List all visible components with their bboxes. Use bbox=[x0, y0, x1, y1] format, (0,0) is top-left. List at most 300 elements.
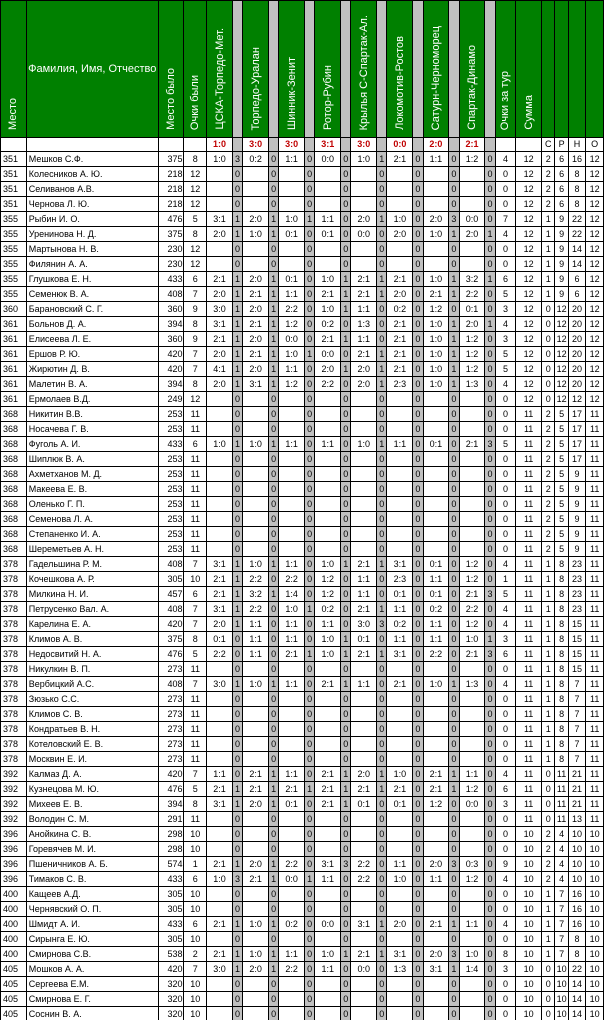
cell-forecast: 2:1 bbox=[387, 362, 413, 377]
cell-sum: 10 bbox=[516, 857, 542, 872]
cell-stat: 11 bbox=[555, 767, 568, 782]
cell-stat: 11 bbox=[586, 752, 604, 767]
cell-forecast: 2:1 bbox=[207, 332, 233, 347]
cell-stat: 8 bbox=[568, 197, 586, 212]
cell-forecast bbox=[279, 842, 305, 857]
cell-forecast bbox=[207, 992, 233, 1007]
cell-forecast: 2:1 bbox=[459, 587, 485, 602]
cell-forecast: 1:2 bbox=[459, 617, 485, 632]
cell-tour-points: 5 bbox=[495, 347, 516, 362]
cell-sum: 11 bbox=[516, 407, 542, 422]
cell-forecast-points: 0 bbox=[341, 572, 351, 587]
cell-forecast bbox=[243, 692, 269, 707]
cell-forecast-points: 1 bbox=[268, 437, 278, 452]
header-match-1: ЦСКА-Торпедо-Мет. bbox=[207, 1, 233, 138]
cell-stat: 9 bbox=[555, 242, 568, 257]
cell-stat: 11 bbox=[586, 452, 604, 467]
cell-forecast-points: 0 bbox=[305, 497, 315, 512]
cell-name: Шереметьев А. Н. bbox=[26, 542, 158, 557]
cell-stat: 10 bbox=[586, 992, 604, 1007]
cell-forecast: 1:0 bbox=[315, 647, 341, 662]
cell-tour-points: 6 bbox=[495, 782, 516, 797]
cell-forecast: 0:1 bbox=[351, 797, 377, 812]
cell-place: 368 bbox=[1, 542, 27, 557]
cell-forecast bbox=[459, 842, 485, 857]
cell-forecast-points: 0 bbox=[413, 812, 423, 827]
cell-forecast-points: 0 bbox=[377, 242, 387, 257]
cell-forecast bbox=[279, 737, 305, 752]
cell-sum: 10 bbox=[516, 977, 542, 992]
cell-stat: 7 bbox=[555, 947, 568, 962]
cell-forecast-points: 0 bbox=[449, 647, 459, 662]
cell-forecast-points: 0 bbox=[377, 512, 387, 527]
cell-forecast: 2:1 bbox=[315, 677, 341, 692]
cell-forecast bbox=[243, 887, 269, 902]
cell-forecast: 0:0 bbox=[315, 152, 341, 167]
cell-forecast-points: 1 bbox=[377, 782, 387, 797]
cell-prev-place: 273 bbox=[158, 752, 184, 767]
cell-forecast: 2:1 bbox=[243, 347, 269, 362]
cell-stat: 5 bbox=[555, 497, 568, 512]
table-row bbox=[1, 707, 604, 722]
cell-forecast-points: 1 bbox=[449, 227, 459, 242]
cell-forecast bbox=[279, 467, 305, 482]
cell-forecast-points: 0 bbox=[485, 1007, 495, 1020]
cell-forecast bbox=[351, 1007, 377, 1020]
cell-forecast-points: 0 bbox=[413, 1007, 423, 1020]
cell-forecast bbox=[315, 887, 341, 902]
cell-forecast: 1:1 bbox=[279, 557, 305, 572]
cell-prev-points: 7 bbox=[184, 287, 207, 302]
cell-forecast: 2:0 bbox=[207, 227, 233, 242]
cell-forecast bbox=[315, 1007, 341, 1020]
table-row bbox=[1, 722, 604, 737]
cell-forecast-points: 0 bbox=[232, 902, 242, 917]
cell-forecast-points: 0 bbox=[413, 647, 423, 662]
cell-stat: 11 bbox=[586, 812, 604, 827]
cell-forecast bbox=[279, 932, 305, 947]
cell-forecast bbox=[351, 197, 377, 212]
cell-forecast: 1:0 bbox=[423, 362, 449, 377]
cell-stat: 1 bbox=[542, 257, 555, 272]
table-row bbox=[1, 752, 604, 767]
cell-forecast: 0:1 bbox=[279, 227, 305, 242]
cell-stat: 10 bbox=[586, 887, 604, 902]
cell-forecast-points: 0 bbox=[232, 767, 242, 782]
cell-forecast-points: 0 bbox=[341, 527, 351, 542]
cell-forecast: 1:0 bbox=[243, 677, 269, 692]
cell-tour-points: 3 bbox=[495, 302, 516, 317]
cell-prev-place: 218 bbox=[158, 197, 184, 212]
cell-prev-points: 12 bbox=[184, 257, 207, 272]
cell-forecast-points: 1 bbox=[232, 212, 242, 227]
cell-name: Володин С. М. bbox=[26, 812, 158, 827]
cell-forecast bbox=[207, 422, 233, 437]
cell-forecast-points: 0 bbox=[305, 887, 315, 902]
cell-forecast-points: 0 bbox=[305, 977, 315, 992]
cell-forecast bbox=[315, 827, 341, 842]
cell-forecast bbox=[387, 242, 413, 257]
cell-stat: 5 bbox=[555, 512, 568, 527]
cell-forecast-points: 0 bbox=[232, 242, 242, 257]
cell-forecast-points: 0 bbox=[449, 422, 459, 437]
cell-stat: 8 bbox=[568, 932, 586, 947]
cell-prev-place: 408 bbox=[158, 557, 184, 572]
cell-forecast-points: 0 bbox=[485, 572, 495, 587]
cell-forecast-points: 1 bbox=[377, 602, 387, 617]
cell-forecast-points: 0 bbox=[305, 422, 315, 437]
cell-forecast: 3:2 bbox=[243, 587, 269, 602]
cell-forecast bbox=[315, 992, 341, 1007]
cell-name: Кащеев А.Д. bbox=[26, 887, 158, 902]
cell-forecast bbox=[351, 542, 377, 557]
cell-tour-points: 3 bbox=[495, 332, 516, 347]
cell-forecast-points: 0 bbox=[449, 842, 459, 857]
cell-stat: 4 bbox=[555, 842, 568, 857]
cell-forecast-points: 0 bbox=[341, 842, 351, 857]
cell-forecast bbox=[351, 932, 377, 947]
cell-prev-points: 10 bbox=[184, 572, 207, 587]
cell-forecast-points: 1 bbox=[305, 782, 315, 797]
cell-forecast: 2:0 bbox=[351, 767, 377, 782]
cell-forecast: 4:1 bbox=[207, 362, 233, 377]
cell-forecast-points: 0 bbox=[449, 827, 459, 842]
cell-forecast-points: 0 bbox=[449, 257, 459, 272]
cell-forecast: 0:1 bbox=[207, 632, 233, 647]
cell-forecast bbox=[351, 722, 377, 737]
cell-forecast-points: 0 bbox=[413, 632, 423, 647]
cell-forecast-points: 1 bbox=[268, 677, 278, 692]
cell-name: Семенюк В. А. bbox=[26, 287, 158, 302]
cell-stat: 0 bbox=[542, 347, 555, 362]
cell-forecast: 2:1 bbox=[243, 317, 269, 332]
cell-prev-points: 5 bbox=[184, 212, 207, 227]
cell-stat: 20 bbox=[568, 317, 586, 332]
cell-forecast bbox=[315, 392, 341, 407]
cell-forecast-points: 1 bbox=[305, 212, 315, 227]
cell-forecast bbox=[315, 902, 341, 917]
cell-forecast-points: 0 bbox=[413, 902, 423, 917]
cell-stat: 8 bbox=[555, 557, 568, 572]
cell-name: Ершов Р. Ю. bbox=[26, 347, 158, 362]
cell-forecast bbox=[459, 512, 485, 527]
cell-stat: 11 bbox=[586, 707, 604, 722]
cell-forecast-points: 0 bbox=[413, 872, 423, 887]
cell-prev-place: 305 bbox=[158, 887, 184, 902]
cell-prev-points: 10 bbox=[184, 977, 207, 992]
table-row bbox=[1, 902, 604, 917]
cell-forecast: 2:1 bbox=[351, 647, 377, 662]
cell-stat: 12 bbox=[555, 317, 568, 332]
cell-forecast-points: 0 bbox=[377, 452, 387, 467]
cell-forecast-points: 0 bbox=[449, 902, 459, 917]
cell-forecast bbox=[243, 902, 269, 917]
cell-forecast: 1:0 bbox=[315, 272, 341, 287]
cell-sum: 12 bbox=[516, 197, 542, 212]
cell-tour-points: 5 bbox=[495, 437, 516, 452]
cell-sum: 11 bbox=[516, 812, 542, 827]
cell-tour-points: 0 bbox=[495, 392, 516, 407]
cell-stat: 11 bbox=[586, 572, 604, 587]
cell-stat: 7 bbox=[555, 902, 568, 917]
cell-stat: 0 bbox=[542, 377, 555, 392]
cell-sum: 12 bbox=[516, 272, 542, 287]
cell-stat: 23 bbox=[568, 572, 586, 587]
cell-forecast: 2:1 bbox=[207, 917, 233, 932]
cell-stat: 10 bbox=[586, 932, 604, 947]
cell-forecast-points: 0 bbox=[232, 632, 242, 647]
cell-forecast: 1:1 bbox=[279, 677, 305, 692]
cell-forecast-points: 0 bbox=[268, 527, 278, 542]
cell-forecast bbox=[387, 527, 413, 542]
cell-forecast bbox=[459, 392, 485, 407]
cell-forecast: 2:1 bbox=[315, 797, 341, 812]
cell-forecast bbox=[423, 392, 449, 407]
cell-prev-points: 10 bbox=[184, 932, 207, 947]
cell-forecast-points: 1 bbox=[449, 767, 459, 782]
cell-tour-points: 4 bbox=[495, 227, 516, 242]
cell-forecast bbox=[387, 827, 413, 842]
cell-forecast-points: 1 bbox=[377, 767, 387, 782]
cell-name: Уренинова Н. Д. bbox=[26, 227, 158, 242]
cell-forecast: 2:0 bbox=[387, 227, 413, 242]
cell-prev-points: 6 bbox=[184, 917, 207, 932]
cell-stat: 16 bbox=[568, 887, 586, 902]
cell-forecast-points: 0 bbox=[341, 707, 351, 722]
cell-forecast bbox=[387, 1007, 413, 1020]
cell-forecast-points: 0 bbox=[485, 917, 495, 932]
cell-forecast-points: 0 bbox=[413, 857, 423, 872]
cell-forecast-points: 1 bbox=[268, 377, 278, 392]
header-match-6: Локомотив-Ростов bbox=[387, 1, 413, 138]
cell-forecast bbox=[459, 977, 485, 992]
cell-tour-points: 5 bbox=[495, 587, 516, 602]
cell-name: Филянин А. А. bbox=[26, 257, 158, 272]
cell-prev-points: 12 bbox=[184, 182, 207, 197]
cell-forecast-points: 0 bbox=[485, 992, 495, 1007]
cell-forecast-points: 0 bbox=[485, 257, 495, 272]
cell-forecast bbox=[387, 977, 413, 992]
cell-stat: 10 bbox=[555, 962, 568, 977]
cell-stat: 7 bbox=[555, 932, 568, 947]
cell-stat: 10 bbox=[586, 827, 604, 842]
cell-forecast bbox=[279, 887, 305, 902]
cell-forecast: 2:2 bbox=[243, 572, 269, 587]
cell-forecast bbox=[387, 752, 413, 767]
cell-forecast-points: 0 bbox=[305, 572, 315, 587]
cell-forecast-points: 0 bbox=[485, 527, 495, 542]
cell-forecast-points: 0 bbox=[377, 407, 387, 422]
cell-forecast bbox=[243, 722, 269, 737]
cell-stat: 0 bbox=[542, 392, 555, 407]
cell-stat: 8 bbox=[555, 632, 568, 647]
cell-forecast-points: 1 bbox=[341, 767, 351, 782]
cell-stat: 8 bbox=[555, 602, 568, 617]
cell-forecast: 1:0 bbox=[387, 212, 413, 227]
header-match-8: Спартак-Динамо bbox=[459, 1, 485, 138]
cell-forecast-points: 1 bbox=[341, 677, 351, 692]
cell-tour-points: 0 bbox=[495, 992, 516, 1007]
cell-forecast-points: 0 bbox=[485, 302, 495, 317]
cell-stat: 5 bbox=[555, 452, 568, 467]
cell-forecast-points: 1 bbox=[232, 437, 242, 452]
cell-forecast: 3:0 bbox=[207, 302, 233, 317]
cell-forecast-points: 0 bbox=[305, 842, 315, 857]
cell-prev-points: 11 bbox=[184, 662, 207, 677]
table-row bbox=[1, 887, 604, 902]
cell-name: Шиплюк В. А. bbox=[26, 452, 158, 467]
cell-forecast: 0:1 bbox=[423, 557, 449, 572]
cell-forecast: 2:2 bbox=[459, 602, 485, 617]
cell-forecast-points: 3 bbox=[232, 152, 242, 167]
cell-prev-points: 8 bbox=[184, 797, 207, 812]
cell-forecast bbox=[387, 662, 413, 677]
cell-tour-points: 9 bbox=[495, 857, 516, 872]
cell-forecast-points: 0 bbox=[449, 572, 459, 587]
cell-forecast bbox=[423, 257, 449, 272]
cell-forecast: 2:1 bbox=[387, 677, 413, 692]
cell-forecast-points: 0 bbox=[449, 587, 459, 602]
cell-forecast-points: 1 bbox=[485, 632, 495, 647]
cell-forecast-points: 1 bbox=[449, 917, 459, 932]
cell-forecast-points: 0 bbox=[341, 497, 351, 512]
cell-place: 378 bbox=[1, 677, 27, 692]
stat-header-n: Н bbox=[568, 138, 586, 152]
cell-name: Ермолаев В.Д. bbox=[26, 392, 158, 407]
cell-tour-points: 0 bbox=[495, 512, 516, 527]
cell-forecast-points: 0 bbox=[305, 152, 315, 167]
cell-stat: 8 bbox=[555, 587, 568, 602]
cell-tour-points: 4 bbox=[495, 872, 516, 887]
cell-forecast: 3:1 bbox=[423, 962, 449, 977]
cell-forecast-points: 0 bbox=[268, 452, 278, 467]
cell-prev-points: 11 bbox=[184, 407, 207, 422]
cell-forecast bbox=[207, 242, 233, 257]
cell-place: 378 bbox=[1, 632, 27, 647]
cell-forecast-points: 0 bbox=[413, 842, 423, 857]
cell-forecast: 1:1 bbox=[423, 872, 449, 887]
cell-forecast bbox=[207, 197, 233, 212]
cell-forecast bbox=[351, 662, 377, 677]
cell-forecast bbox=[315, 692, 341, 707]
cell-forecast bbox=[351, 167, 377, 182]
table-row bbox=[1, 152, 604, 167]
cell-sum: 11 bbox=[516, 707, 542, 722]
cell-stat: 1 bbox=[542, 662, 555, 677]
cell-forecast: 2:1 bbox=[207, 272, 233, 287]
cell-forecast-points: 0 bbox=[268, 257, 278, 272]
cell-forecast bbox=[315, 167, 341, 182]
cell-forecast bbox=[207, 257, 233, 272]
cell-forecast: 1:1 bbox=[423, 632, 449, 647]
cell-forecast: 1:2 bbox=[459, 557, 485, 572]
cell-forecast-points: 1 bbox=[232, 617, 242, 632]
cell-forecast-points: 0 bbox=[268, 167, 278, 182]
cell-forecast: 1:1 bbox=[279, 767, 305, 782]
cell-forecast: 1:1 bbox=[351, 587, 377, 602]
cell-stat: 10 bbox=[586, 947, 604, 962]
cell-stat: 12 bbox=[586, 332, 604, 347]
cell-prev-place: 253 bbox=[158, 527, 184, 542]
cell-forecast bbox=[387, 422, 413, 437]
cell-forecast-points: 0 bbox=[341, 257, 351, 272]
cell-forecast-points: 1 bbox=[232, 917, 242, 932]
cell-forecast: 2:0 bbox=[459, 227, 485, 242]
cell-forecast: 1:2 bbox=[423, 302, 449, 317]
cell-forecast-points: 1 bbox=[341, 797, 351, 812]
cell-stat: 12 bbox=[586, 152, 604, 167]
cell-stat: 1 bbox=[542, 887, 555, 902]
cell-stat: 10 bbox=[586, 902, 604, 917]
cell-forecast-points: 0 bbox=[485, 167, 495, 182]
cell-tour-points: 6 bbox=[495, 647, 516, 662]
cell-stat: 6 bbox=[568, 272, 586, 287]
cell-prev-points: 11 bbox=[184, 737, 207, 752]
cell-stat: 11 bbox=[586, 602, 604, 617]
cell-forecast-points: 1 bbox=[449, 677, 459, 692]
cell-stat: 20 bbox=[568, 377, 586, 392]
cell-place: 351 bbox=[1, 152, 27, 167]
cell-sum: 11 bbox=[516, 722, 542, 737]
cell-forecast: 2:1 bbox=[387, 152, 413, 167]
cell-stat: 12 bbox=[555, 392, 568, 407]
cell-forecast: 2:1 bbox=[351, 272, 377, 287]
cell-forecast-points: 1 bbox=[232, 782, 242, 797]
cell-sum: 11 bbox=[516, 497, 542, 512]
cell-forecast bbox=[279, 707, 305, 722]
cell-sum: 11 bbox=[516, 797, 542, 812]
cell-forecast: 2:0 bbox=[351, 212, 377, 227]
cell-forecast: 2:1 bbox=[423, 917, 449, 932]
cell-stat: 13 bbox=[568, 812, 586, 827]
cell-forecast: 1:4 bbox=[279, 587, 305, 602]
cell-prev-place: 320 bbox=[158, 1007, 184, 1020]
cell-prev-points: 11 bbox=[184, 722, 207, 737]
cell-stat: 7 bbox=[555, 887, 568, 902]
cell-sum: 10 bbox=[516, 962, 542, 977]
cell-forecast-points: 0 bbox=[305, 677, 315, 692]
cell-prev-points: 10 bbox=[184, 992, 207, 1007]
cell-forecast bbox=[243, 452, 269, 467]
cell-place: 396 bbox=[1, 827, 27, 842]
cell-stat: 9 bbox=[568, 527, 586, 542]
cell-forecast bbox=[243, 707, 269, 722]
cell-forecast-points: 0 bbox=[413, 212, 423, 227]
cell-forecast-points: 0 bbox=[305, 662, 315, 677]
cell-forecast-points: 0 bbox=[413, 572, 423, 587]
cell-forecast-points: 0 bbox=[305, 1007, 315, 1020]
cell-forecast bbox=[315, 707, 341, 722]
cell-forecast bbox=[207, 482, 233, 497]
cell-forecast-points: 0 bbox=[341, 932, 351, 947]
cell-forecast-points: 1 bbox=[305, 647, 315, 662]
header-match-3: Шинник-Зенит bbox=[279, 1, 305, 138]
cell-forecast-points: 0 bbox=[413, 497, 423, 512]
cell-prev-place: 476 bbox=[158, 212, 184, 227]
cell-forecast: 2:1 bbox=[207, 947, 233, 962]
cell-stat: 17 bbox=[568, 452, 586, 467]
cell-place: 396 bbox=[1, 857, 27, 872]
cell-forecast bbox=[459, 422, 485, 437]
cell-forecast bbox=[279, 812, 305, 827]
cell-forecast-points: 0 bbox=[377, 197, 387, 212]
cell-forecast-points: 0 bbox=[377, 227, 387, 242]
cell-tour-points: 4 bbox=[495, 377, 516, 392]
cell-forecast: 0:1 bbox=[279, 797, 305, 812]
cell-stat: 8 bbox=[568, 167, 586, 182]
cell-forecast: 1:2 bbox=[459, 872, 485, 887]
cell-name: Елисеева Л. Е. bbox=[26, 332, 158, 347]
